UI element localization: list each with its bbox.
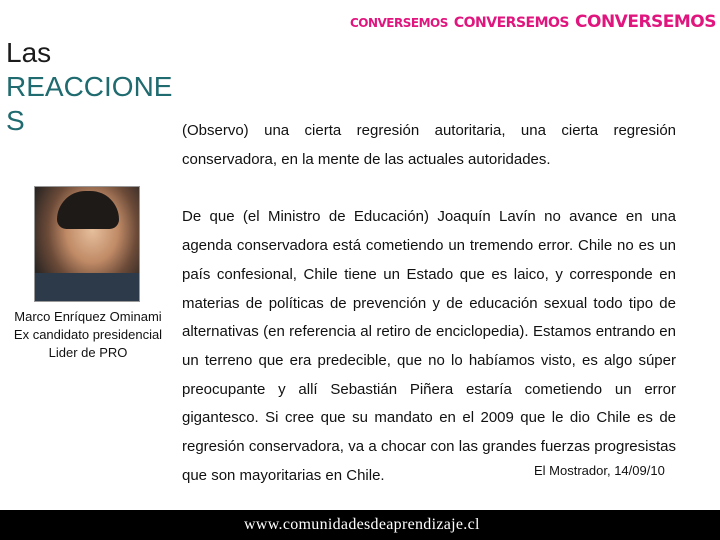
- footer-bar: [0, 510, 720, 540]
- portrait-shirt: [35, 273, 139, 301]
- quote-paragraph-1: (Observo) una cierta regresión autoritaria, una cierta regresión conservadora, en la mente de las actuales autoridades.: [182, 122, 676, 168]
- caption-name: Marco Enríquez Ominami: [14, 309, 162, 324]
- photo-caption: [4, 308, 172, 362]
- source-citation: El Mostrador, 14/09/10: [534, 463, 665, 478]
- portrait-hair: [57, 191, 119, 229]
- brand-text-large: CONVERSEMOS: [575, 12, 716, 32]
- portrait-photo: [34, 186, 140, 302]
- brand-text-small: CONVERSEMOS: [349, 16, 448, 30]
- title-line-2: REACCIONES: [6, 71, 173, 136]
- quote-paragraph-2: De que (el Ministro de Educación) Joaquín Lavín no avance en una agenda conservadora está cometiendo un tremendo error. Chile no es un país confesional, Chile tiene un Estado que es laico, y corresponde en materias de políticas de prevención y de educación sexual todo tipo de alternativas (en referencia al retiro de enciclopedia). Estamos entrando en un terreno que era predecible, que no lo habíamos visto, es algo súper preocupante y allí Sebastián Piñera estaría cometiendo un error gigantesco. Si cree que su mandato en el 2009 que le dio Chile es de regresión conservadora, va a chocar con las grandes fuerzas progresistas que son mayoritarias en Chile.: [182, 208, 676, 484]
- footer-url: www.comunidadesdeaprendizaje.cl: [244, 516, 480, 533]
- quote-block: [182, 117, 676, 490]
- brand-text-medium: CONVERSEMOS: [453, 15, 570, 31]
- caption-role: Ex candidato presidencial: [13, 327, 163, 342]
- brand-header: [344, 12, 716, 32]
- title-line-1: Las: [6, 37, 52, 68]
- page-title: [6, 36, 181, 138]
- caption-party: Lider de PRO: [48, 345, 128, 360]
